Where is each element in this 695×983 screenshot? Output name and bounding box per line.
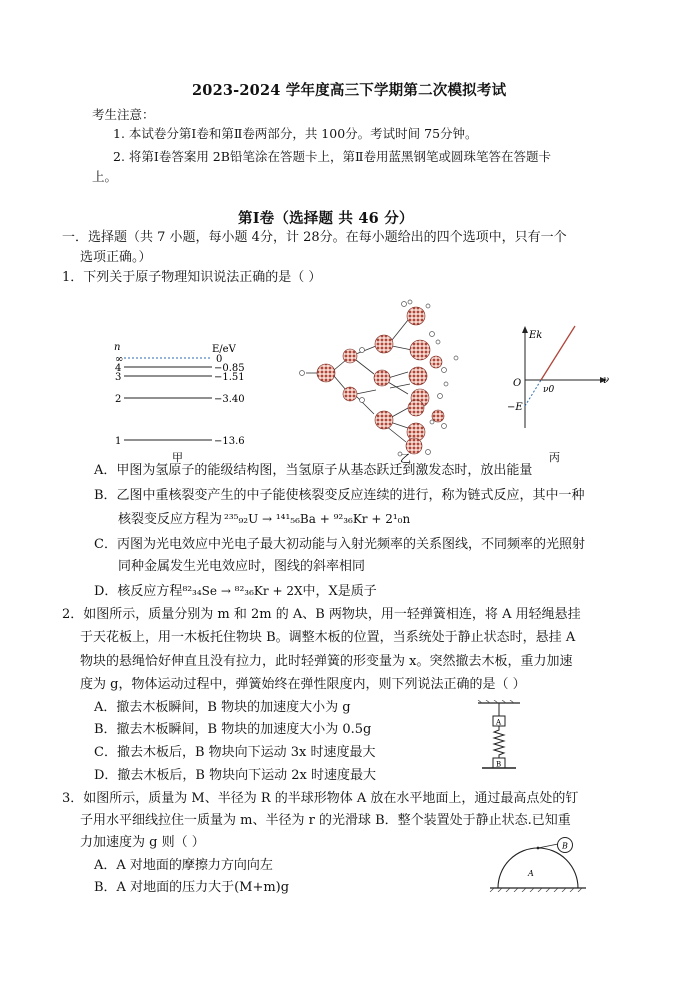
q1-option-d-suffix: 中，X是质子 (302, 584, 377, 599)
q1-option-b-prefix: 核裂变反应方程为 (118, 512, 223, 527)
figure-energy-levels (110, 338, 260, 464)
q2-option-d: D．撤去木板后，B 物块向下运动 2x 时速度最大 (94, 768, 376, 783)
section-intro: 一．选择题（共 7 小题，每小题 4分，计 28分。在每小题给出的四个选项中，只有一个 (62, 230, 567, 245)
thread (538, 844, 558, 848)
figure-chain-reaction (296, 298, 471, 463)
ek-line (541, 326, 575, 380)
level-4-n: 4 (115, 363, 122, 374)
figure-bing-caption: 丙 (549, 451, 560, 464)
q3-option-a: A．A 对地面的摩擦力方向向左 (94, 858, 273, 873)
section-intro-cont: 选项正确。） (80, 250, 152, 265)
level-4-e: −0.85 (214, 363, 245, 374)
q2-stem-line-3: 物块的悬绳恰好伸直且没有拉力，此时轻弹簧的形变量为 x。突然撤去木板，重力加速 (80, 654, 573, 669)
notice-item-2: 2. 将第Ⅰ卷答案用 2B铅笔涂在答题卡上，第Ⅱ卷用蓝黑钢笔或圆珠笔答在答题卡 (113, 149, 551, 164)
nu-label: ν (603, 375, 610, 386)
e-axis-label: E/eV (212, 344, 236, 355)
q3-stem-line-1: 3．如图所示，质量为 M、半径为 R 的半球形物体 A 放在水平地面上，通过最高点处的钉 (62, 791, 579, 806)
q1-option-a: A．甲图为氢原子的能级结构图，当氢原子从基态跃迁到激发态时，放出能量 (94, 463, 533, 478)
q1-option-b: B．乙图中重核裂变产生的中子能使核裂变反应连续的进行，称为链式反应，其中一种 (94, 488, 585, 503)
ek-label: Ek (529, 330, 543, 341)
nail (537, 847, 540, 850)
notice-item-1: 1. 本试卷分第Ⅰ卷和第Ⅱ卷两部分，共 100分。考试时间 75分钟。 (113, 126, 478, 141)
origin-label: O (513, 378, 522, 389)
q1-option-b-cont (118, 510, 410, 529)
q1-option-d (94, 582, 377, 601)
level-inf-e: 0 (216, 354, 223, 365)
q3-stem-line-2: 子用水平细线拉住一质量为 m、半径为 r 的光滑球 B．整个装置处于静止状态.已知重 (80, 813, 571, 828)
q2-option-c: C．撤去木板后，B 物块向下运动 3x 时速度最大 (94, 745, 376, 760)
q2-option-a: A．撤去木板瞬间，B 物块的加速度大小为 g (94, 700, 351, 715)
level-3-e: −1.51 (214, 372, 245, 383)
notice-item-2-cont: 上。 (92, 169, 118, 184)
q1-option-c-cont: 同种金属发生光电效应时，图线的斜率相同 (118, 559, 366, 574)
figure-jia-caption: 甲 (172, 451, 183, 464)
hemisphere-a (498, 848, 578, 888)
hemisphere-a-label: A (528, 869, 534, 878)
level-1-n: 1 (115, 436, 122, 447)
n-axis-label: n (114, 342, 121, 353)
q1-option-d-equation: ⁸²₃₄Se → ⁸²₃₆Kr + 2X (182, 584, 303, 598)
q1-option-d-prefix: D．核反应方程 (94, 584, 183, 599)
exam-title: 2023-2024 学年度高三下学期第二次模拟考试 (192, 82, 507, 99)
q2-stem-line-1: 2．如图所示，质量分别为 m 和 2m 的 A、B 两物块，用一轻弹簧相连，将 A 用轻绳悬挂 (62, 607, 581, 622)
level-3-n: 3 (115, 372, 122, 383)
spring (494, 726, 504, 758)
figure-photoelectric (505, 324, 615, 464)
level-1-e: −13.6 (214, 436, 245, 447)
notice-label: 考生注意： (92, 107, 155, 122)
neg-e-label: −E (507, 402, 523, 413)
q2-stem-line-4: 度为 g，物体运动过程中，弹簧始终在弹性限度内，则下列说法正确的是（ ） (80, 677, 526, 692)
q3-option-b: B．A 对地面的压力大于(M+m)g (94, 880, 290, 895)
nu0-label: ν0 (543, 385, 555, 395)
q1-option-b-equation: ²³⁵₉₂U → ¹⁴¹₅₆Ba + ⁹²₃₆Kr + 2¹₀n (224, 512, 411, 526)
block-a-label: A (496, 718, 502, 727)
q1-option-c: C．丙图为光电效应中光电子最大初动能与入射光频率的关系图线，不同频率的光照射 (94, 537, 585, 552)
extrapolated-line (525, 380, 541, 406)
block-b-label: B (496, 760, 502, 769)
q1-stem: 1．下列关于原子物理知识说法正确的是（ ） (62, 270, 322, 285)
level-inf-n: ∞ (115, 354, 124, 365)
ball-b-label: B (562, 841, 568, 851)
section-title: 第Ⅰ卷（选择题 共 46 分） (238, 210, 414, 227)
level-2-e: −3.40 (214, 394, 245, 405)
level-2-n: 2 (115, 394, 122, 405)
figure-yi-caption: 乙 (400, 452, 411, 463)
q2-option-b: B．撤去木板瞬间，B 物块的加速度大小为 0.5g (94, 722, 372, 737)
q2-stem-line-2: 于天花板上，用一木板托住物块 B。调整木板的位置，当系统处于静止状态时，悬挂 A (80, 630, 576, 645)
figure-spring-system (474, 700, 524, 780)
q3-stem-line-3: 力加速度为 g 则（ ） (80, 835, 205, 850)
figure-hemisphere (488, 830, 588, 892)
